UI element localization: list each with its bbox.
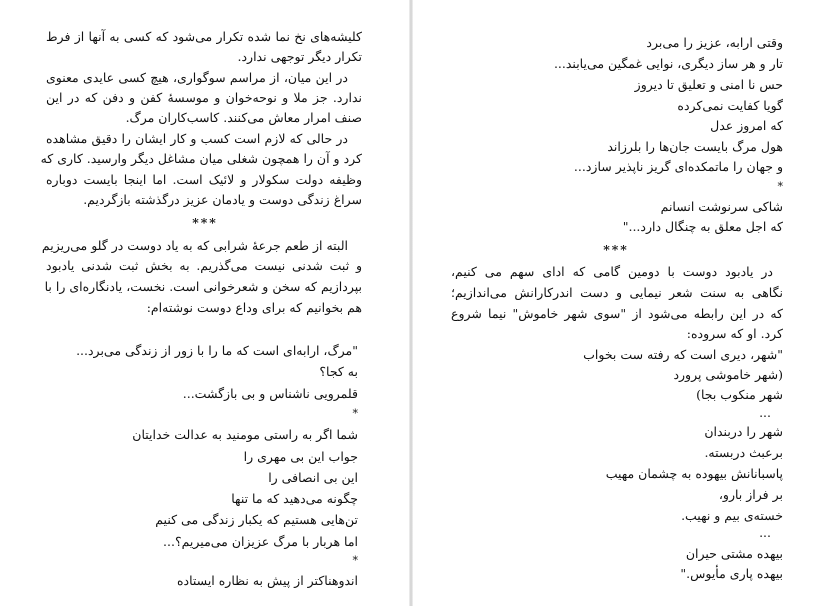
right-poem-d-line-5: خسته‌ی بیم و نهیب.: [681, 508, 783, 523]
left-para3-line-2: کرد و آن را همچون شغلی میان مشاغل دیگر وارسید. کاری که: [40, 151, 362, 166]
right-poem-a-line-6: هول مرگ بایست جان‌ها را بلرزاند: [607, 139, 783, 154]
right-poem-d-line-2: برعبث دربسته.: [704, 445, 783, 460]
right-para-line-3: که در این رابطه می‌شود از "سوی شهر خاموش" نیما شروع: [451, 306, 783, 321]
left-poem-star: *: [352, 407, 358, 420]
right-poem-c-line-3: شهر منکوب بجا): [696, 387, 783, 402]
right-poem-b-line-1: شاکی سرنوشت انسانم: [660, 199, 783, 214]
right-poem-a-line-7: و جهان را ماتمکده‌ای گریز ناپذیر سازد...: [573, 159, 783, 174]
left-poem2-line-1: شما اگر به راستی مومنید به عدالت خدایتان: [132, 427, 358, 442]
left-last-line: اندوهناکتر از پیش به نظاره ایستاده: [176, 573, 358, 588]
right-ellipsis-2: ...: [759, 525, 771, 540]
right-page: [411, 0, 821, 606]
right-poem-d-line-1: شهر را دربندان: [704, 424, 783, 439]
right-poem-a-line-1: وقتی ارابه، عزیز را می‌برد: [646, 35, 783, 50]
left-para4-line-3: بپردازیم که سخن و شعرخوانی است. نخست، یادنگاره‌ای را با: [44, 279, 362, 294]
right-poem-d-line-3: پاسبانانش بیهوده به چشمان مهیب: [605, 466, 783, 481]
left-para4-line-2: و ثبت شدنی نیست می‌گذریم. به بخش ثبت شدنی یادبود: [46, 258, 362, 273]
right-para-line-1: در یادبود دوست با دومین گامی که ادای سهم می کنیم،: [451, 264, 773, 279]
left-para2-line-3: صنف امرار معاش می‌کنند. کاسب‌کاران مرگ.: [125, 110, 362, 125]
right-poem-b-line-2: که اجل معلق به چنگال دارد...": [622, 219, 783, 234]
left-page: [0, 0, 410, 606]
left-poem1-line-1: "مرگ، ارابه‌ای است که ما را با زور از زندگی می‌برد...: [76, 343, 358, 358]
left-poem1-line-3: قلمرویی ناشناس و بی بازگشت...: [182, 386, 358, 401]
left-poem2-line-5: تن‌هایی هستیم که یکبار زندگی می کنیم: [155, 512, 358, 527]
right-poem-c-line-2: (شهر خاموشی پرورد: [673, 367, 783, 382]
right-poem-a-line-3: حس نا امنی و تعلیق تا دیروز: [634, 77, 783, 92]
right-para-line-4: کرد. او که سروده:: [686, 326, 783, 341]
left-intro-line-2: تکرار دیگر توجهی ندارد.: [237, 49, 362, 64]
left-poem2-line-6: اما هربار با مرگ عزیزان می‌میریم؟...: [163, 534, 358, 549]
right-poem-c-line-1: "شهر، دیری است که رفته ست بخواب: [583, 347, 783, 362]
left-para2-line-1: در این میان، از مراسم سوگواری، هیچ کسی عایدی معنوی: [46, 70, 348, 85]
right-poem-d-line-4: بر فراز بارو،: [718, 487, 783, 502]
left-intro-line-1: کلیشه‌های نخ نما شده تکرار می‌شود که کسی به آنها از فرط: [46, 29, 362, 44]
left-para3-line-3: وظیفه دولت سکولار و لائیک است. اما اینجا بایست دوباره: [46, 172, 362, 187]
left-poem2-line-4: چگونه می‌دهید که ما تنها: [231, 491, 358, 506]
right-poem-e-line-1: بیهده مشتی حیران: [685, 546, 783, 561]
left-poem2-line-2: جواب این بی مهری را: [243, 449, 358, 464]
left-para2-line-2: ندارد. جز ملا و نوحه‌خوان و موسسهٔ کفن و دفن که در این: [46, 90, 362, 105]
right-poem-star: *: [777, 180, 783, 193]
left-poem1-line-2: به کجا؟: [319, 364, 358, 379]
left-poem-star-2: *: [352, 554, 358, 567]
right-para-line-2: نگاهی به سنت شعر نیمایی و دست اندرکارانش می‌اندازیم؛: [451, 285, 783, 300]
left-poem2-line-3: این بی انصافی را: [268, 470, 358, 485]
right-ellipsis-1: ...: [759, 405, 771, 420]
left-para4-line-4: هم بخوانیم که برای وداع دوست نوشته‌ام:: [146, 300, 362, 315]
left-para4-line-1: البته از طعم جرعهٔ شرابی که به یاد دوست در گلو می‌ریزیم: [41, 238, 348, 253]
right-section-separator: ***: [603, 242, 629, 257]
left-para3-line-4: سراغ زندگی دوست و یادمان عزیز درگذشته بازگردیم.: [83, 192, 362, 207]
left-section-separator: ***: [192, 215, 218, 230]
right-poem-a-line-5: که امروز عدل: [710, 118, 783, 133]
left-para3-line-1: در حالی که لازم است کسب و کار ایشان را دقیق مشاهده: [46, 131, 348, 146]
right-poem-a-line-2: تار و هر ساز دیگری، نوایی غمگین می‌یابند...: [553, 56, 783, 71]
right-poem-a-line-4: گویا کفایت نمی‌کرده: [677, 98, 783, 113]
right-poem-e-line-2: بیهده پاری مأیوس.": [680, 566, 783, 581]
